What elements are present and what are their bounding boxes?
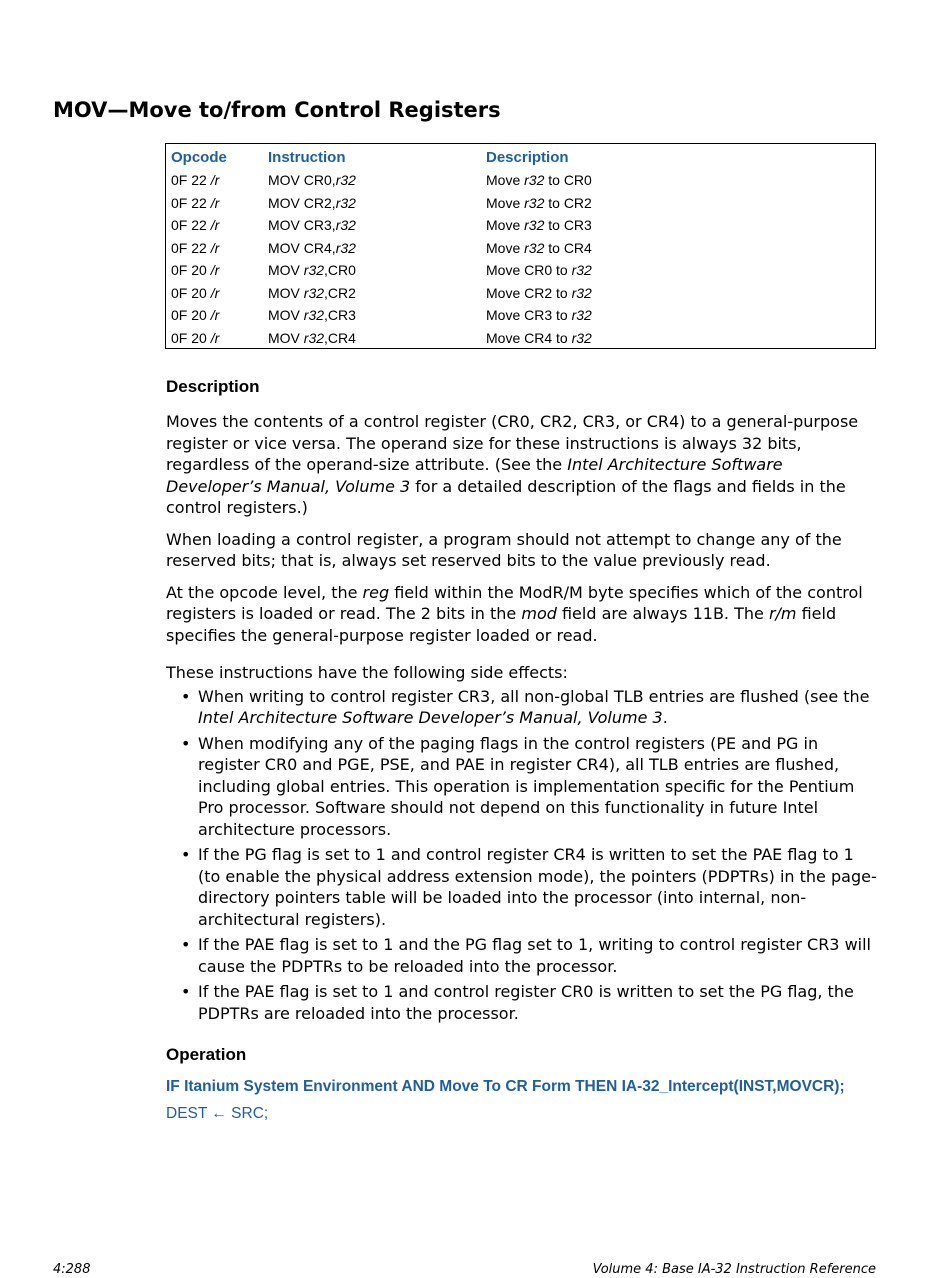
instruction-cell: MOV CR4,r32	[268, 239, 356, 256]
opcode-cell: 0F 22 /r	[171, 172, 220, 188]
operation-code-line: DEST ← SRC;	[166, 1105, 269, 1122]
table-row	[166, 192, 875, 214]
opcode-cell: 0F 22 /r	[171, 239, 220, 256]
bullet-icon: •	[181, 733, 191, 753]
instruction-cell: MOV CR3,r32	[268, 217, 356, 233]
table-row	[166, 259, 875, 281]
page-number: 4:288	[53, 1262, 91, 1277]
table-row	[166, 327, 875, 349]
bullet-icon: •	[181, 845, 191, 864]
list-item: • If the PAE flag is set to 1 and the PG flag set to 1, writing to control register CR3 will cause the PDPTRs to be reloaded into the processor.	[181, 935, 871, 976]
bullet-icon: •	[181, 686, 191, 706]
header-instruction: Instruction	[268, 149, 346, 166]
opcode-cell: 0F 22 /r	[171, 194, 220, 211]
side-effects-list	[166, 686, 878, 1025]
header-opcode: Opcode	[171, 149, 227, 166]
table-row	[166, 169, 875, 191]
list-item: • If the PG flag is set to 1 and control register CR4 is written to set the PAE flag to 1 (to enable the physical address extension mode), the pointers (PDPTRs) in the page-directory pointers table will be loaded into the processor (into internal, non-architectural registers).	[181, 845, 877, 929]
opcode-cell: 0F 20 /r	[171, 329, 220, 346]
table-header-row	[166, 147, 875, 169]
description-cell: Move r32 to CR4	[486, 239, 592, 256]
opcode-cell: 0F 20 /r	[171, 307, 220, 323]
table-row	[166, 304, 875, 326]
bullet-icon: •	[181, 982, 191, 1001]
opcode-cell: 0F 20 /r	[171, 284, 220, 301]
description-paragraph: When loading a control register, a program should not attempt to change any of the reserved bits; that is, always set reserved bits to the value previously read.	[166, 529, 842, 570]
description-cell: Move r32 to CR2	[486, 194, 592, 211]
table-row	[166, 214, 875, 236]
description-cell: Move CR4 to r32	[486, 329, 592, 346]
description-cell: Move CR3 to r32	[486, 307, 592, 323]
opcode-cell: 0F 20 /r	[171, 262, 220, 278]
side-effects-intro: These instructions have the following side effects:	[166, 663, 568, 682]
description-cell: Move CR0 to r32	[486, 262, 592, 278]
description-cell: Move r32 to CR0	[486, 172, 592, 188]
instruction-cell: MOV CR0,r32	[268, 172, 356, 188]
list-item: • When modifying any of the paging flags in the control registers (PE and PG in register CR0 and PGE, PSE, and PAE in register CR4), all TLB entries are flushed, including global entries. This operation is implementation specific for the Pentium Pro processor. Software should not depend on this functionality in future Intel architecture processors.	[181, 733, 855, 839]
operation-heading: Operation	[166, 1045, 247, 1064]
table-row	[166, 237, 875, 259]
description-cell: Move CR2 to r32	[486, 284, 592, 301]
description-heading: Description	[166, 377, 260, 396]
instruction-cell: MOV r32,CR0	[268, 262, 356, 278]
table-row	[166, 282, 875, 304]
bullet-icon: •	[181, 935, 191, 954]
instruction-cell: MOV r32,CR4	[268, 329, 356, 346]
list-item: • When writing to control register CR3, all non-global TLB entries are flushed (see the Intel Architecture Software Developer’s Manual, Volume 3.	[181, 686, 870, 727]
footer-volume-title: Volume 4: Base IA-32 Instruction Reference	[592, 1262, 876, 1277]
instruction-cell: MOV CR2,r32	[268, 194, 356, 211]
description-paragraph: At the opcode level, the reg field within the ModR/M byte specifies which of the control registers is loaded or read. The 2 bits in the mod field are always 11B. The r/m field specifies the general-purpose register loaded or read.	[166, 582, 863, 645]
description-paragraph: Moves the contents of a control register (CR0, CR2, CR3, or CR4) to a general-purpose register or vice versa. The operand size for these instructions is always 32 bits, regardless of the operand-size attribute. (See the Intel Architecture Software Developer’s Manual, Volume 3 for a detailed description of the flags and fields in the control registers.)	[166, 412, 859, 517]
main-content	[166, 376, 878, 1131]
list-item: • If the PAE flag is set to 1 and control register CR0 is written to set the PG flag, the PDPTRs are reloaded into the processor.	[181, 982, 854, 1023]
description-cell: Move r32 to CR3	[486, 217, 592, 233]
opcode-cell: 0F 22 /r	[171, 217, 220, 233]
instruction-cell: MOV r32,CR3	[268, 307, 356, 323]
instruction-cell: MOV r32,CR2	[268, 284, 356, 301]
operation-code-line: IF Itanium System Environment AND Move To CR Form THEN IA-32_Intercept(INST,MOVCR);	[166, 1078, 845, 1095]
header-description: Description	[486, 149, 569, 166]
opcode-table	[165, 143, 876, 349]
page-title: MOV—Move to/from Control Registers	[53, 98, 501, 122]
